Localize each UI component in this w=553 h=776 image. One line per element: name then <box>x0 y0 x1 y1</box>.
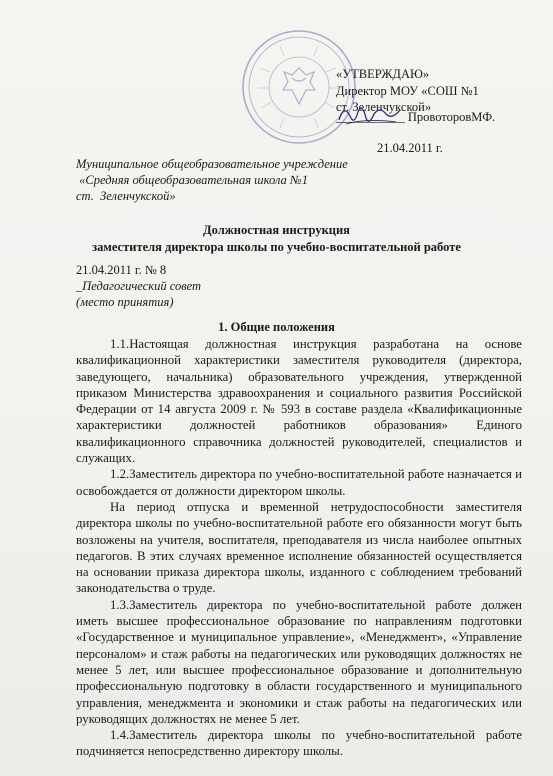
section-heading: 1. Общие положения <box>218 320 335 334</box>
paragraph-1-2-substitution: На период отпуска и временной нетрудоспособности заместителя директора школы по учебно-воспитательной работе его обязанности могут быть возложены на учителя, воспитателя, преподавателя из числа наиболее опытных педагогов. В этих случаях временное исполнение обязанностей осуществляется на основании приказа директора школы, изданного с соблюдением требований законодательства о труде. <box>76 499 522 596</box>
paragraph-1-2: 1.2.Заместитель директора по учебно-воспитательной работе назначается и освобождается от должности директором школы. <box>76 467 522 498</box>
section-body <box>76 336 522 760</box>
paragraph-1-3: 1.3.Заместитель директора по учебно-воспитательной работе должен иметь высшее профессиональное образование по направлениям подготовки «Государственное и муниципальное управление», «Менеджмент», «Управление персоналом» и стаж работы на педагогических или руководящих должностях не менее 5 лет, или высшее профессиональное образование и дополнительную профессиональную подготовку в области государственного и муниципального управления, менеджмента и экономики и стаж работы на педагогических или руководящих должностях не менее 5 лет. <box>76 597 522 726</box>
approval-school: ст. Зеленчукской» <box>336 100 432 114</box>
document-date-number: 21.04.2011 г. № 8 <box>76 263 167 277</box>
organization-line-2: «Средняя общеобразовательная школа №1 <box>76 173 308 187</box>
document-meta <box>76 262 201 310</box>
organization-line-3: ст. Зеленчукской» <box>76 189 176 203</box>
approval-date: 21.04.2011 г. <box>377 141 443 155</box>
document-title-line-1: Должностная инструкция <box>203 223 350 237</box>
approval-signature-line: ___________ ПровоторовМФ. <box>336 110 496 124</box>
document-title <box>0 222 553 256</box>
paragraph-1-4: 1.4.Заместитель директора школы по учебно-воспитательной работе подчиняется непосредственно директору школы. <box>76 728 522 759</box>
organization-block <box>76 156 348 204</box>
paragraph-1-1: 1.1.Настоящая должностная инструкция разработана на основе квалификационной характеристики заместителя руководителя (директора, заведующего, начальника) образовательного учреждения, утвержденной приказом Министерства здравоохранения и социального развития Российской Федерации от 14 августа 2009 г. № 593 в составе раздела «Квалификационные характеристики должностей работников образования» Единого квалификационного справочника должностей руководителей, специалистов и служащих. <box>76 337 522 466</box>
document-title-line-2: заместителя директора школы по учебно-воспитательной работе <box>92 240 461 254</box>
approval-position: Директор МОУ «СОШ №1 <box>336 83 479 98</box>
adoption-body: _Педагогический совет <box>76 279 202 293</box>
approval-heading: «УТВЕРЖДАЮ» <box>336 67 430 81</box>
adoption-place-caption: (место принятия) <box>76 295 174 309</box>
organization-line-1: Муниципальное общеобразовательное учреждение <box>76 157 348 171</box>
